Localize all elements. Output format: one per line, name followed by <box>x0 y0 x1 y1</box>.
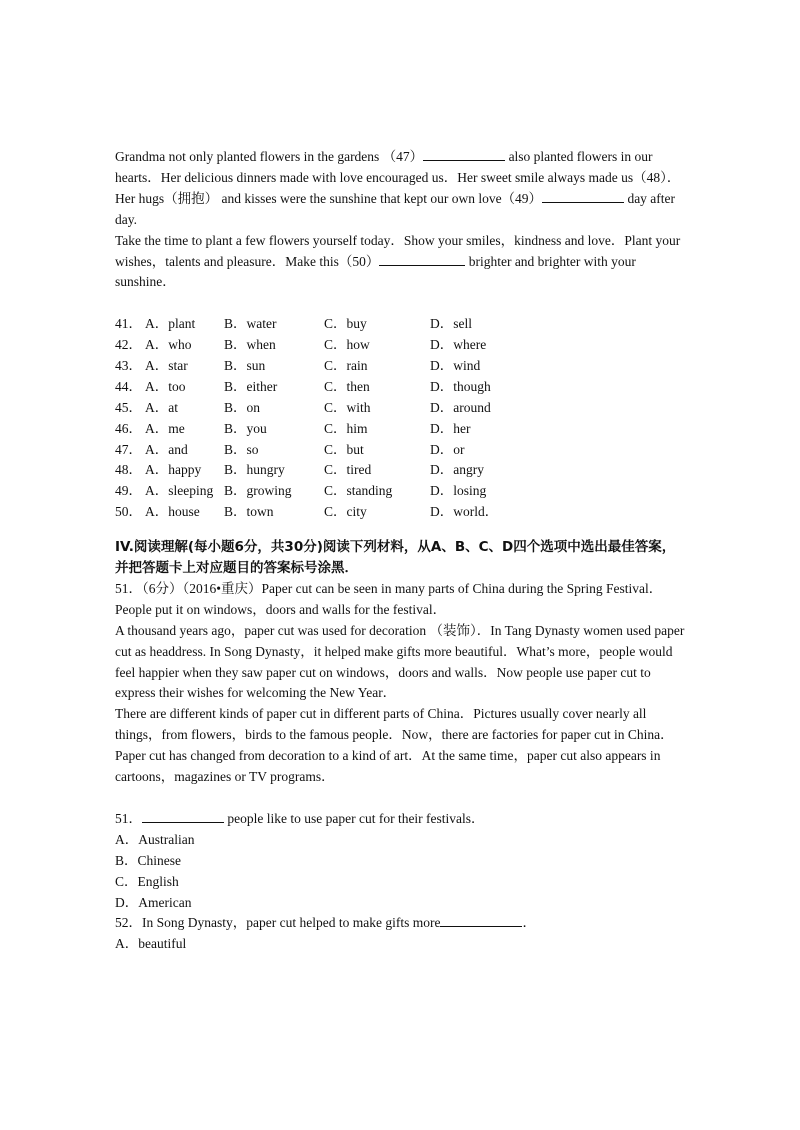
passage2-paragraph3: There are different kinds of paper cut in different parts of China．Pictures usually cover nearly all things，from flowers，birds to the famous people．Now，there are factories for paper cut in China．Paper cut has changed from decoration to a kind of art．At the same time，paper cut also appears in cartoons，magazines or TV programs． <box>115 706 674 785</box>
section-heading: IV.阅读理解(每小题6分，共30分)阅读下列材料，从A、B、C、D四个选项中选出最佳答案，并把答题卡上对应题目的答案标号涂黑． <box>115 539 676 577</box>
passage2-paragraph2: A thousand years ago，paper cut was used for decoration （装饰）．In Tang Dynasty women used paper cut as headdress. In Song Dynasty，it helped make gifts more beautiful．What’s more，people would feel happier when they saw paper cut on windows，doors and walls．Now people use paper cut to express their wishes for welcoming the New Year． <box>115 622 685 701</box>
q51-option-d: D．American <box>115 894 192 910</box>
q51-option-c: C．English <box>115 873 179 889</box>
passage1-text-e: brighter and brighter with your sunshine． <box>115 253 636 290</box>
q51-option-b: B．Chinese <box>115 852 181 868</box>
q52-option-a: A．beautiful <box>115 936 187 952</box>
option-row: 46． A．me B．you C．him D．her <box>115 420 471 436</box>
option-row: 50． A．house B．town C．city D．world． <box>115 504 499 520</box>
passage1-paragraph2 <box>115 231 687 294</box>
question-51: 51． people like to use paper cut for their festivals． <box>115 810 485 826</box>
passage1-text-a: Grandma not only planted flowers in the gardens （47） <box>115 149 424 164</box>
option-row: 42． A．who B．when C．how D．where <box>115 337 487 353</box>
question-52: 52．In Song Dynasty，paper cut helped to make gifts more ． <box>115 915 536 931</box>
option-row: 43． A．star B．sun C．rain D．wind <box>115 358 481 374</box>
option-row: 47． A．and B．so C．but D．or <box>115 441 465 457</box>
options-list <box>115 314 687 523</box>
option-row: 41． A．plant B．water C．buy D．sell <box>115 316 472 332</box>
option-row: 45． A．at B．on C．with D．around <box>115 399 491 415</box>
option-row: 49． A．sleeping B．growing C．standing D．losing <box>115 483 487 499</box>
option-row: 44． A．too B．either C．then D．though <box>115 378 491 394</box>
blank-q51 <box>142 811 224 823</box>
blank-q52 <box>440 915 522 927</box>
passage1-text-c: day after day. <box>115 190 676 227</box>
passage1-text-d: Take the time to plant a few flowers yourself today．Show your smiles，kindness and love．Plant your wishes，talents and pleasure．Make this（50） <box>115 232 681 269</box>
q51-option-a: A．Australian <box>115 831 195 847</box>
passage2-paragraph1: 51．（6分）（2016•重庆）Paper cut can be seen in many parts of China during the Spring Festival．People put it on windows，doors and walls for the festival． <box>115 580 663 617</box>
passage1-paragraph1 <box>115 147 687 231</box>
blank-47 <box>423 149 505 161</box>
blank-50 <box>379 254 465 266</box>
passage1-text-b: also planted flowers in our hearts．Her delicious dinners made with love encouraged us．Her sweet smile always made us（48）．Her hugs（拥抱） and kisses were the sunshine that kept our own love（49） <box>115 149 681 206</box>
blank-49 <box>542 191 624 203</box>
option-row: 48． A．happy B．hungry C．tired D．angry <box>115 462 484 478</box>
document-page <box>115 147 687 955</box>
